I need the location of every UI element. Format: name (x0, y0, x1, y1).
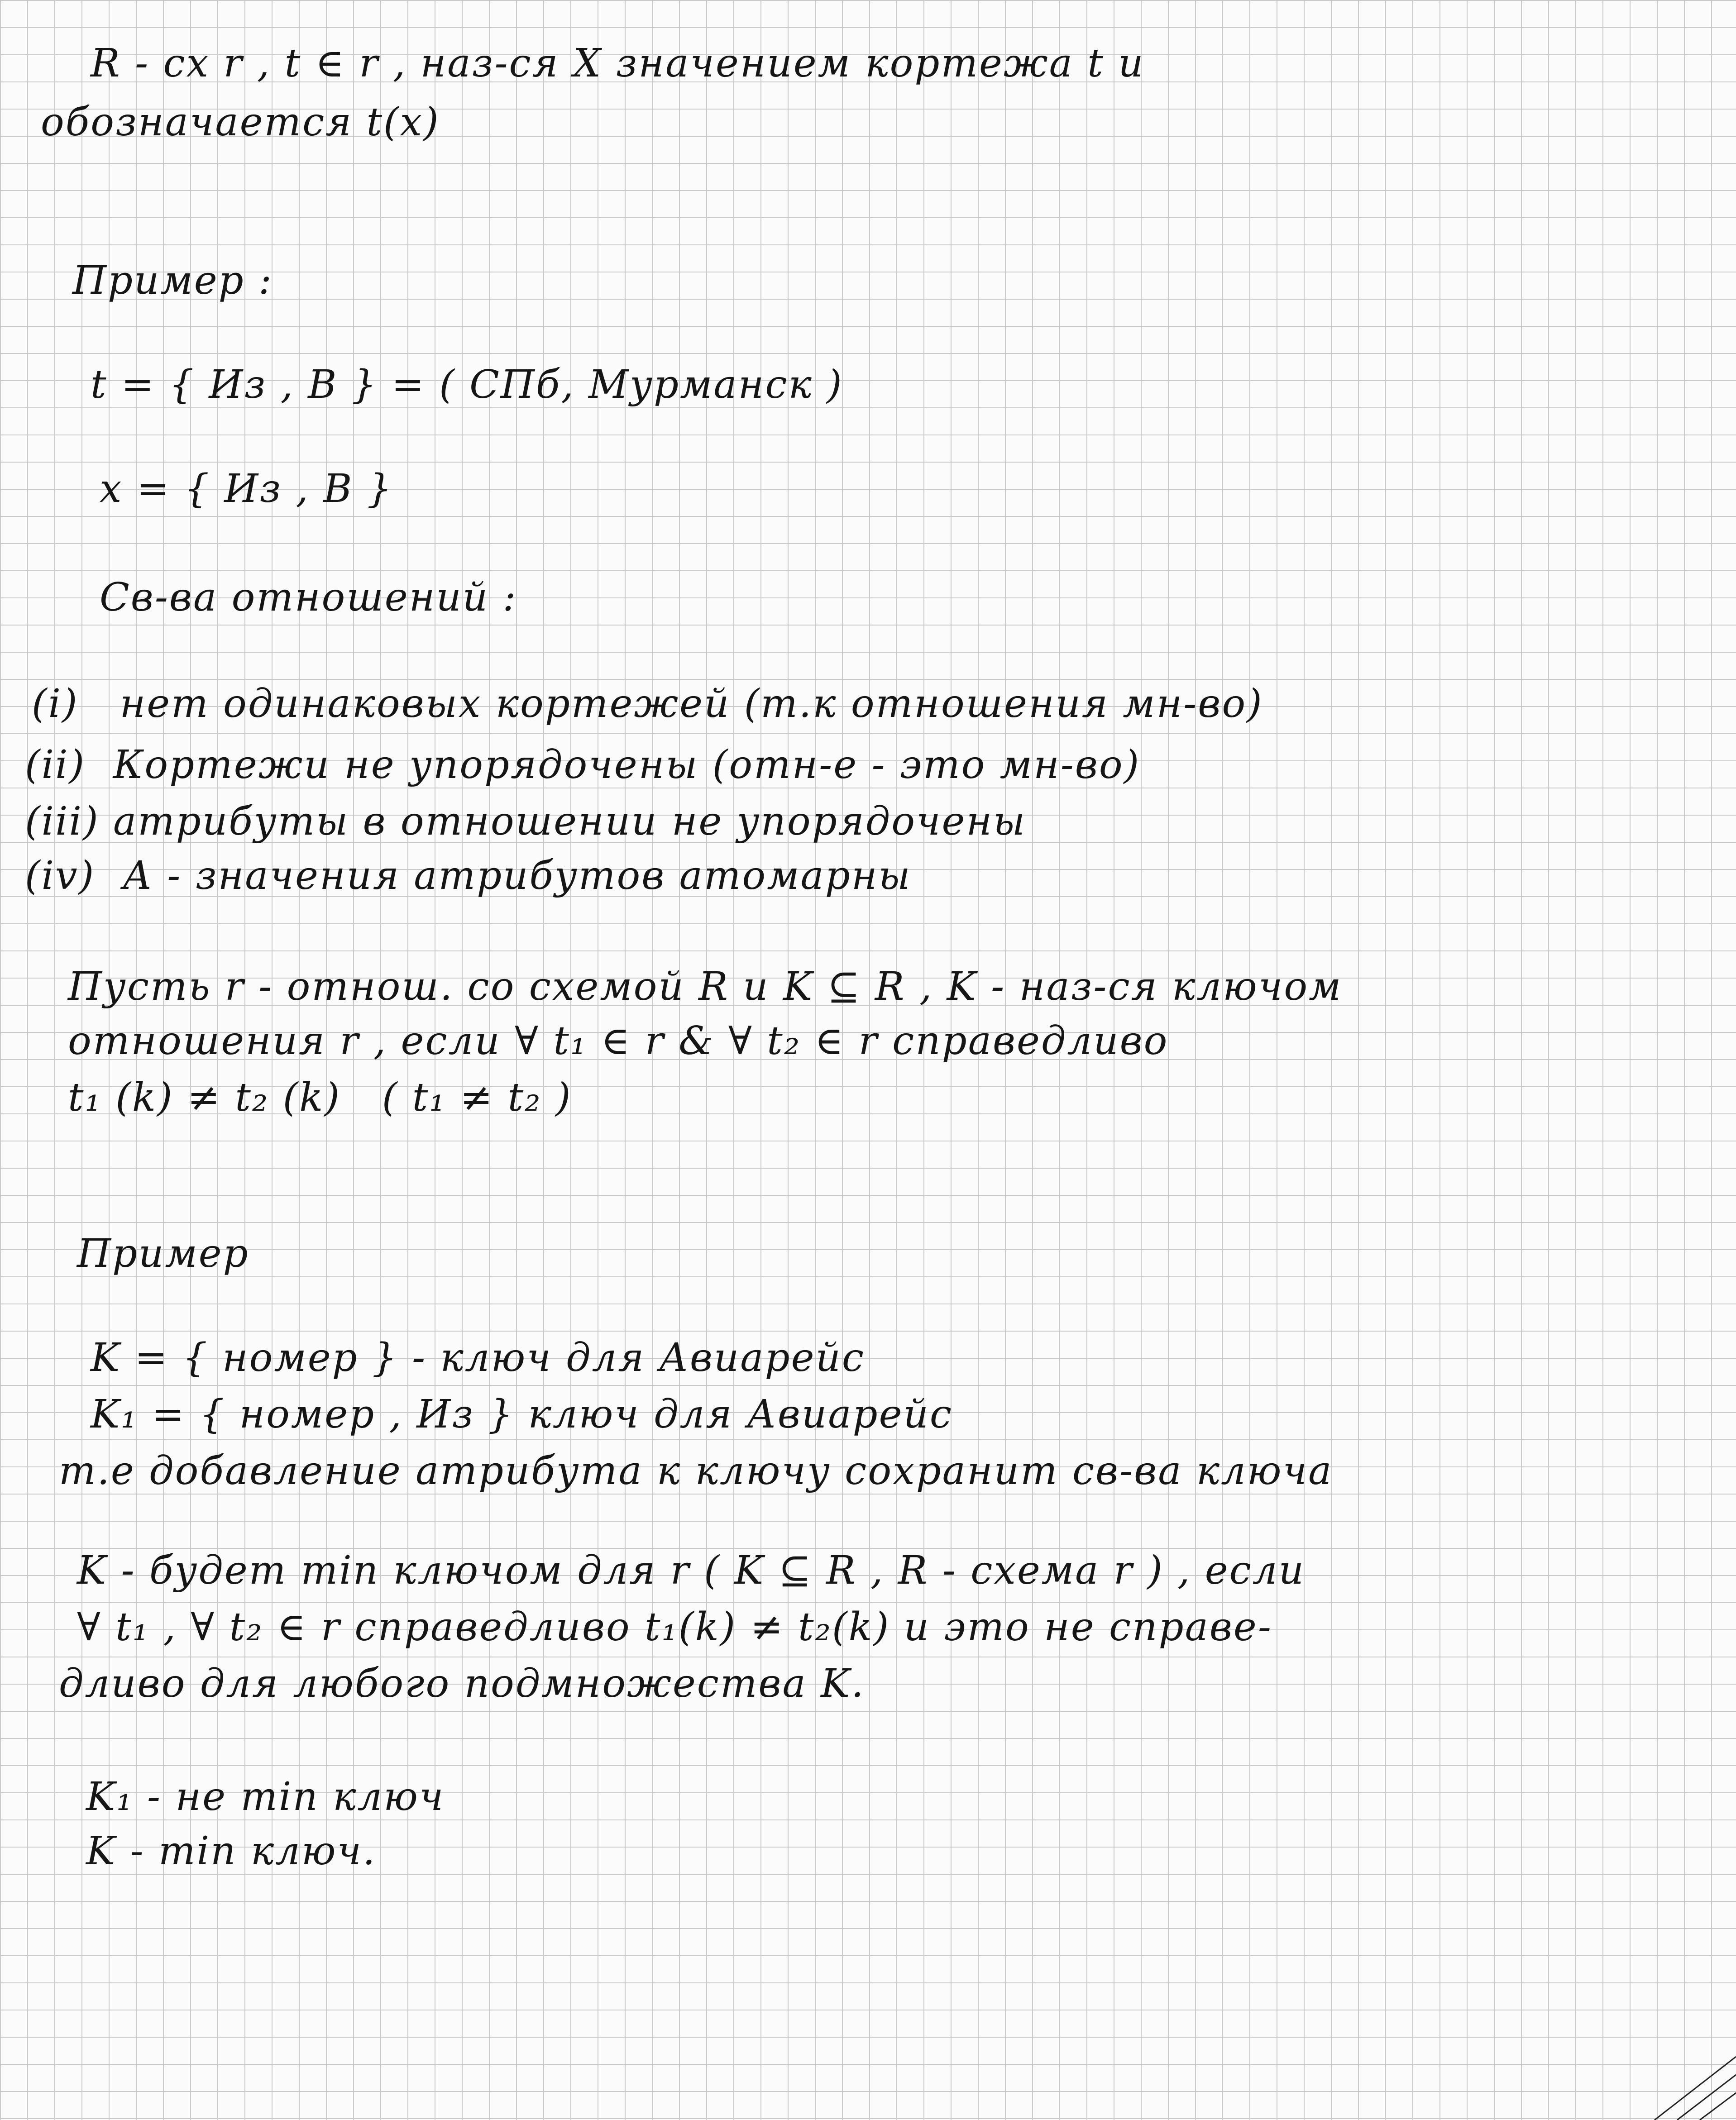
key-definition-3: t₁ (k) ≠ t₂ (k) ( t₁ ≠ t₂ ) (68, 1075, 572, 1120)
example-key-line-1: K = { номер } - ключ для Авиарейс (91, 1335, 866, 1380)
example-key-line-3: т.е добавление атрибута к ключу сохранит св-ва ключа (59, 1448, 1333, 1494)
note-line-4: t = { Из , В } = ( СПб, Мурманск ) (91, 362, 843, 407)
note-line-1: R - сх r , t ∈ r , наз-ся X значением кортежа t и (91, 41, 1145, 86)
property-item-4: (iv) А - значения атрибутов атомарны (25, 853, 912, 898)
properties-heading: Св-ва отношений : (100, 575, 517, 620)
key-definition-2: отношения r , если ∀ t₁ ∈ r & ∀ t₂ ∈ r справедливо (68, 1018, 1169, 1064)
min-key-definition-1: K - будет min ключом для r ( K ⊆ R , R - схема r ) , если (77, 1548, 1305, 1593)
note-line-5: x = { Из , В } (100, 466, 393, 511)
example-heading-1: Пример : (72, 258, 273, 303)
property-item-1: (i) нет одинаковых кортежей (т.к отношения мн-во) (32, 681, 1263, 726)
page-corner-fold-marks (1636, 2020, 1736, 2120)
min-key-note-2: K - min ключ. (86, 1829, 377, 1874)
note-line-2: обозначается t(x) (41, 100, 440, 145)
min-key-note-1: K₁ - не min ключ (86, 1774, 445, 1819)
min-key-definition-2: ∀ t₁ , ∀ t₂ ∈ r справедливо t₁(k) ≠ t₂(k) и это не справе- (77, 1604, 1272, 1650)
example-heading-2: Пример (77, 1231, 249, 1276)
min-key-definition-3: дливо для любого подмножества K. (59, 1661, 865, 1706)
example-key-line-2: K₁ = { номер , Из } ключ для Авиарейс (91, 1392, 953, 1437)
property-item-3: (iii) атрибуты в отношении не упорядочены (25, 799, 1027, 844)
key-definition-1: Пусть r - отнош. со схемой R и K ⊆ R , K - наз-ся ключом (68, 964, 1343, 1009)
property-item-2: (ii) Кортежи не упорядочены (отн-е - это мн-во) (25, 742, 1141, 788)
